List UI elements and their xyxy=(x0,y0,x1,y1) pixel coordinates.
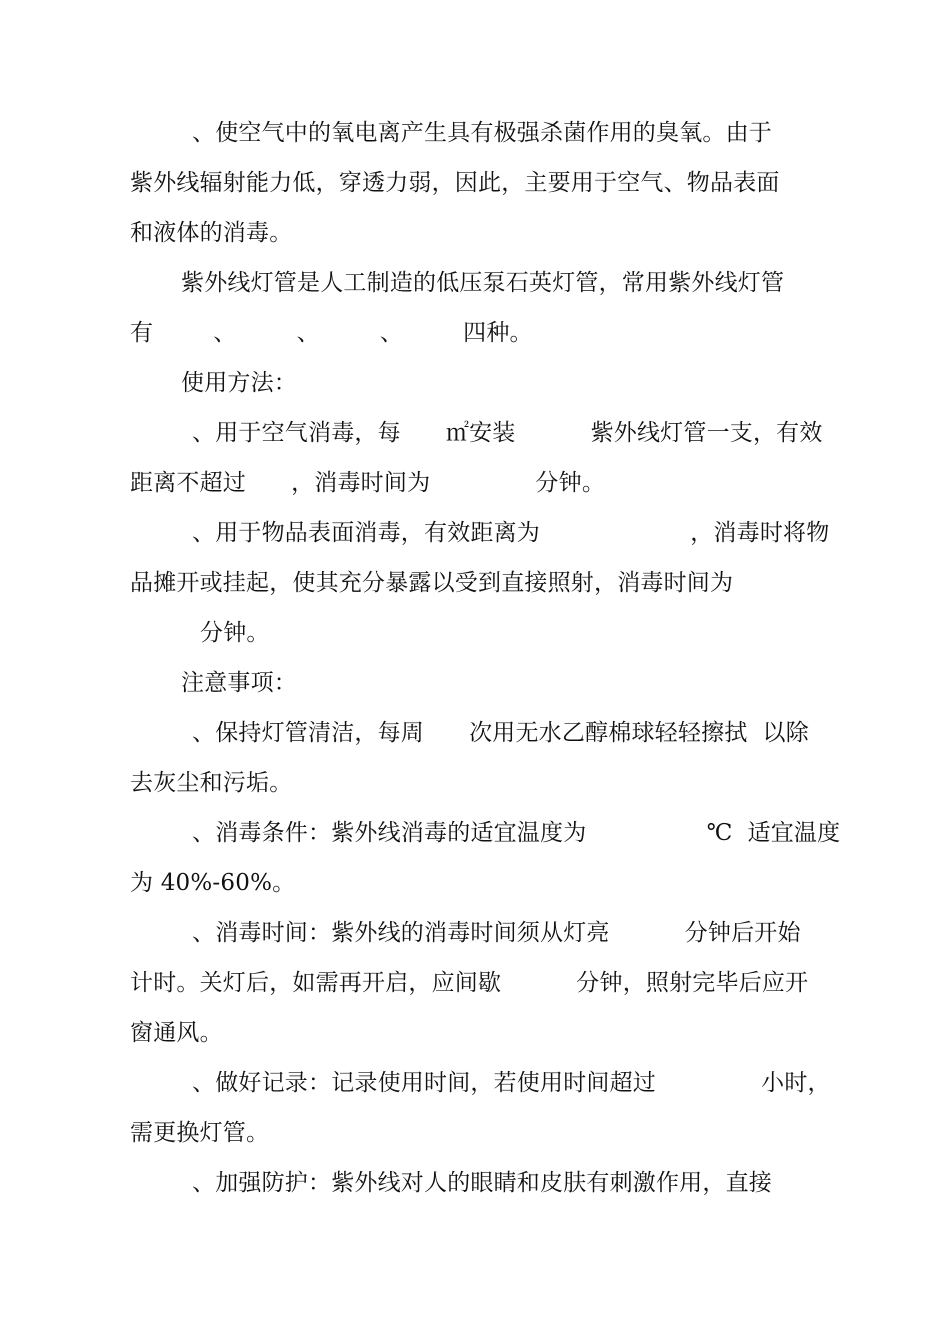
text-line-1: 、使空气中的氧电离产生具有极强杀菌作用的臭氧。由于 xyxy=(192,120,772,146)
text-line-18: 计时。关灯后，如需再开启，应间歇 分钟，照射完毕后应开 xyxy=(130,970,809,996)
text-line-9: 、用于物品表面消毒，有效距离为 ，消毒时将物 xyxy=(192,520,830,546)
text-line-19: 窗通风。 xyxy=(130,1020,223,1046)
text-line-14: 去灰尘和污垢。 xyxy=(130,770,293,796)
section-title-notes: 注意事项： xyxy=(181,670,297,696)
text-line-4: 紫外线灯管是人工制造的低压泵石英灯管，常用紫外线灯管 xyxy=(181,270,785,296)
text-line-20: 、做好记录：记录使用时间，若使用时间超过 小时， xyxy=(192,1070,831,1096)
text-line-16: 为 40%-60%。 xyxy=(130,870,296,896)
section-title-usage: 使用方法： xyxy=(181,370,297,396)
text-line-21: 需更换灯管。 xyxy=(130,1120,270,1146)
text-line-5: 有 、 、 、 四种。 xyxy=(130,320,533,346)
text-line-15: 、消毒条件：紫外线消毒的适宜温度为 ℃ 适宜温度 xyxy=(192,820,841,846)
text-line-7: 、用于空气消毒，每 ㎡安装 紫外线灯管一支，有效 xyxy=(192,420,823,446)
text-line-8: 距离不超过 ，消毒时间为 分钟。 xyxy=(130,470,606,496)
text-line-2: 紫外线辐射能力低，穿透力弱，因此，主要用于空气、物品表面 xyxy=(130,170,780,196)
text-line-13: 、保持灯管清洁，每周 次用无水乙醇棉球轻轻擦拭 以除 xyxy=(192,720,809,746)
text-line-10: 品摊开或挂起，使其充分暴露以受到直接照射，消毒时间为 xyxy=(130,570,734,596)
text-line-17: 、消毒时间：紫外线的消毒时间须从灯亮 分钟后开始 xyxy=(192,920,801,946)
text-line-22: 、加强防护：紫外线对人的眼睛和皮肤有刺激作用，直接 xyxy=(192,1170,772,1196)
text-line-3: 和液体的消毒。 xyxy=(130,220,293,246)
text-line-11: 分钟。 xyxy=(200,620,270,646)
